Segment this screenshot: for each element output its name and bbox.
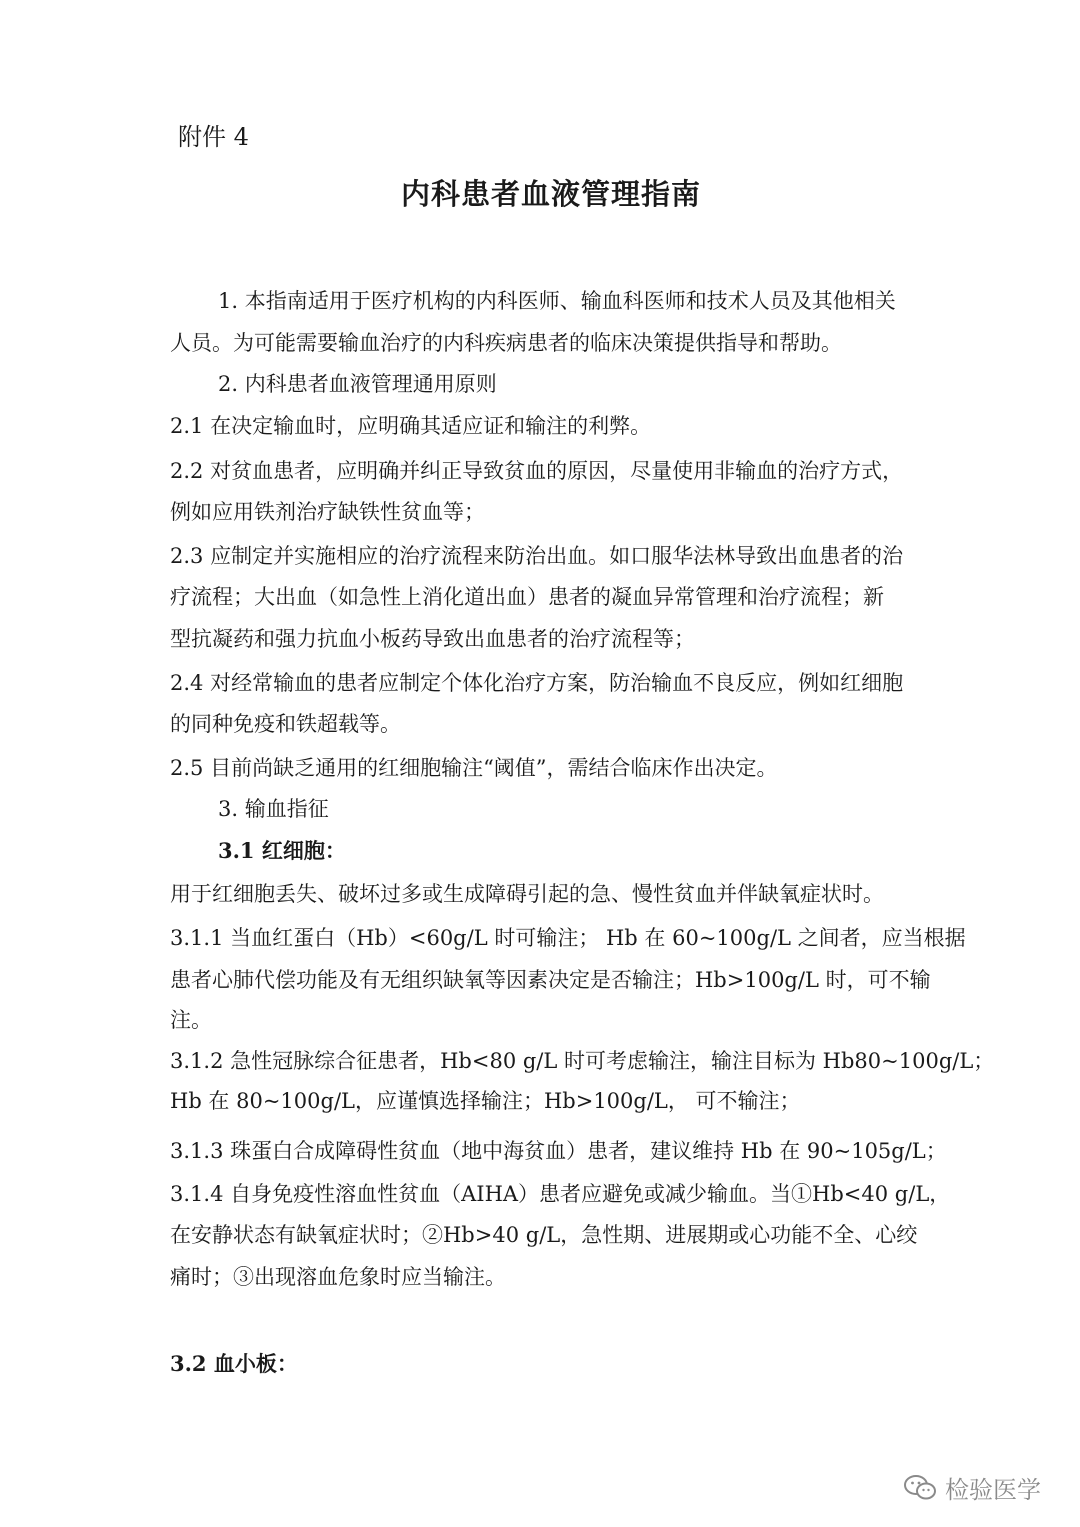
paragraph-line: 1. 本指南适用于医疗机构的内科医师、输血科医师和技术人员及其他相关 [218,289,896,313]
paragraph-line: 型抗凝药和强力抗血小板药导致出血患者的治疗流程等； [170,627,695,651]
paragraph-line: 2.3 应制定并实施相应的治疗流程来防治出血。如口服华法林导致出血患者的治 [170,544,904,568]
paragraph-line: 注。 [170,1008,212,1032]
section-heading: 3. 输血指征 [218,797,329,821]
paragraph-line: Hb 在 80~100g/L，应谨慎选择输注；Hb>100g/L， 可不输注； [170,1089,801,1113]
paragraph-line: 例如应用铁剂治疗缺铁性贫血等； [170,500,485,524]
subsection-heading: 3.2 血小板： [170,1351,298,1376]
watermark-text: 检验医学 [945,1476,1041,1504]
paragraph-line: 3.1.4 自身免疫性溶血性贫血（AIHA）患者应避免或减少输血。当①Hb<40 g/L， [170,1182,951,1206]
paragraph-line: 患者心肺代偿功能及有无组织缺氧等因素决定是否输注；Hb>100g/L 时，可不输 [170,968,931,992]
paragraph-line: 人员。为可能需要输血治疗的内科疾病患者的临床决策提供指导和帮助。 [170,331,842,355]
paragraph-line: 的同种免疫和铁超载等。 [170,712,401,736]
paragraph-line: 疗流程；大出血（如急性上消化道出血）患者的凝血异常管理和治疗流程；新 [170,585,884,609]
paragraph-line: 2.1 在决定输血时，应明确其适应证和输注的利弊。 [170,414,652,438]
paragraph-line: 3.1.1 当血红蛋白（Hb）<60g/L 时可输注； Hb 在 60~100g/L 之间者，应当根据 [170,926,966,950]
section-heading: 2. 内科患者血液管理通用原则 [218,372,497,396]
paragraph-line: 用于红细胞丢失、破坏过多或生成障碍引起的急、慢性贫血并伴缺氧症状时。 [170,882,884,906]
watermark [903,1470,1041,1505]
document-title: 内科患者血液管理指南 [400,177,701,211]
subsection-heading: 3.1 红细胞： [218,838,346,863]
paragraph-line: 2.4 对经常输血的患者应制定个体化治疗方案，防治输血不良反应，例如红细胞 [170,671,904,695]
paragraph-line: 3.1.2 急性冠脉综合征患者，Hb<80 g/L 时可考虑输注，输注目标为 Hb80~100g/L； [170,1049,995,1073]
paragraph-line: 2.2 对贫血患者，应明确并纠正导致贫血的原因，尽量使用非输血的治疗方式， [170,459,904,483]
paragraph-line: 在安静状态有缺氧症状时；②Hb>40 g/L，急性期、进展期或心功能不全、心绞 [170,1223,918,1247]
paragraph-line: 痛时；③出现溶血危象时应当输注。 [170,1265,506,1289]
attachment-label: 附件 4 [178,123,249,151]
paragraph-line: 3.1.3 珠蛋白合成障碍性贫血（地中海贫血）患者，建议维持 Hb 在 90~105g/L； [170,1139,947,1163]
wechat-icon [903,1474,937,1502]
paragraph-line: 2.5 目前尚缺乏通用的红细胞输注“阈值”，需结合临床作出决定。 [170,756,778,780]
